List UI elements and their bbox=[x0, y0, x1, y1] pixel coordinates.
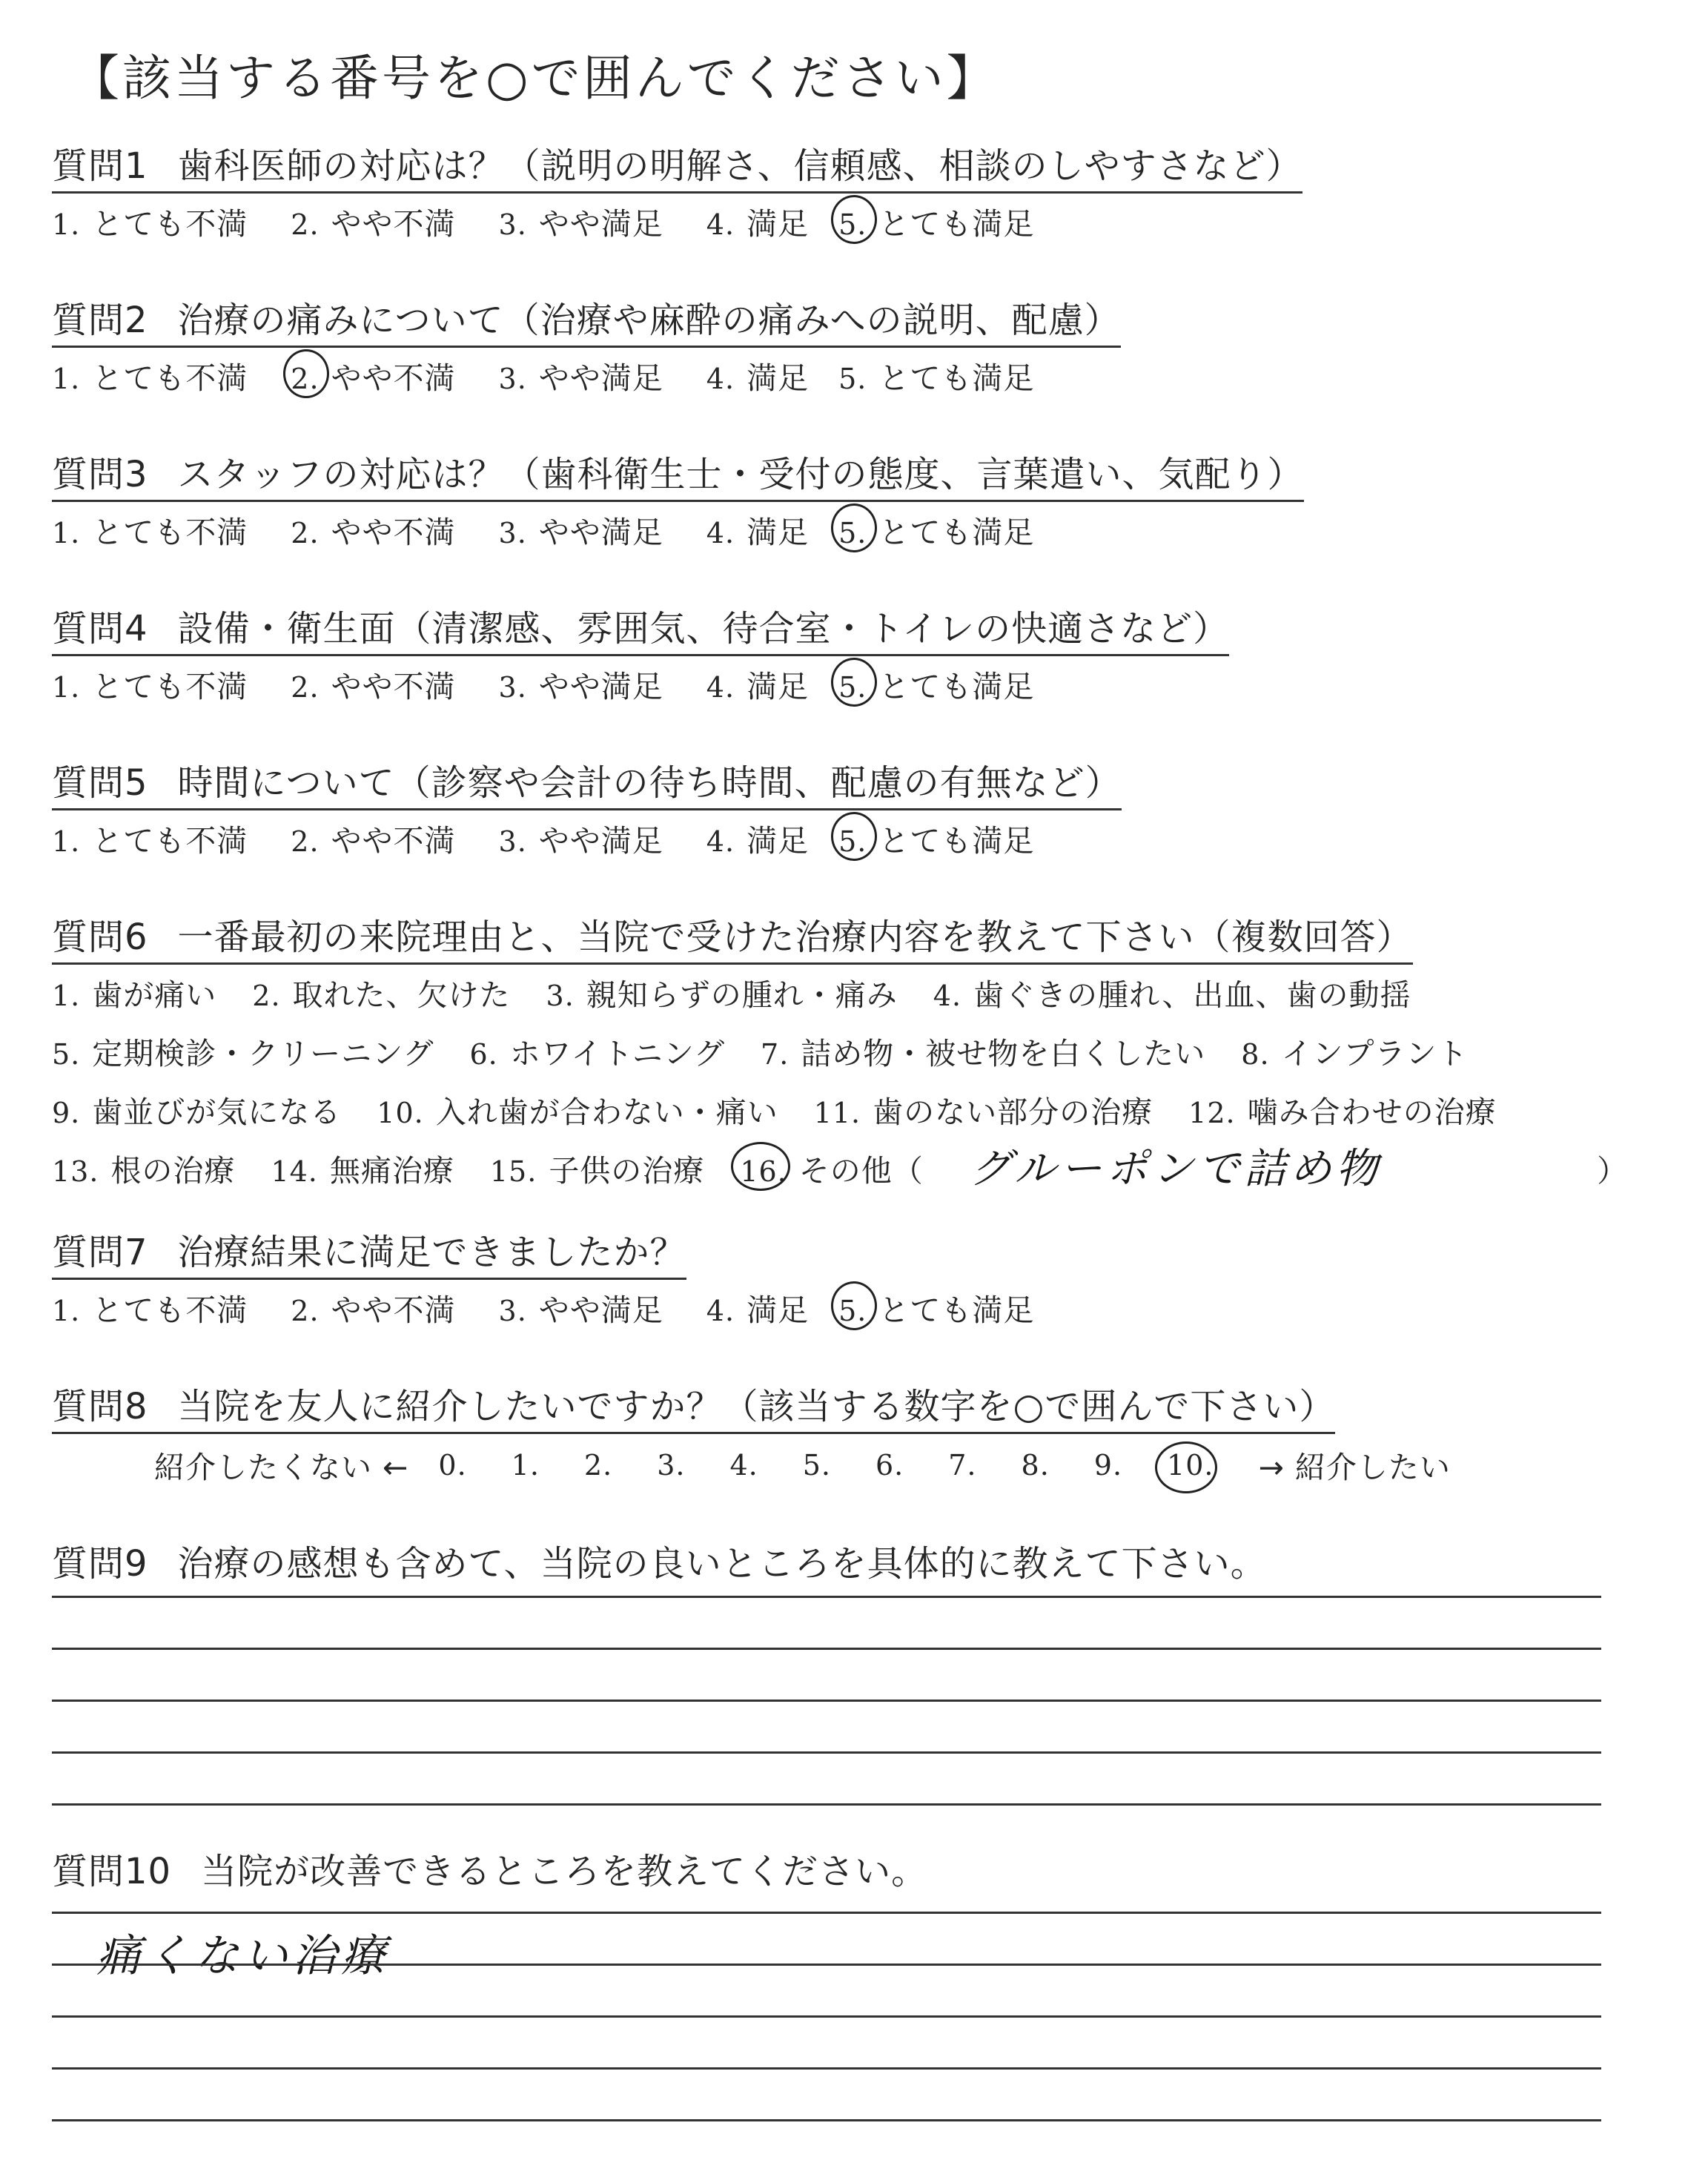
answer-line bbox=[52, 1912, 1601, 1914]
treatment-option-6 bbox=[469, 1029, 725, 1073]
option-number: 2. bbox=[291, 517, 320, 549]
scale-value-0: 0. bbox=[438, 1448, 467, 1482]
option-number: 4. bbox=[706, 825, 735, 858]
option-number: 5. bbox=[52, 1038, 81, 1071]
treatment-option-10 bbox=[377, 1088, 778, 1132]
treatment-option-13 bbox=[52, 1146, 235, 1195]
option-number: 15. bbox=[489, 1155, 537, 1188]
rating-option-1 bbox=[52, 354, 248, 397]
option-label: 定期検診・クリーニング bbox=[92, 1036, 434, 1071]
question-2 bbox=[52, 291, 1121, 397]
option-label: 入れ歯が合わない・痛い bbox=[435, 1094, 778, 1130]
option-label: やや満足 bbox=[538, 360, 663, 396]
question-10-text: 当院が改善できるところを教えてください。 bbox=[201, 1851, 928, 1892]
question-10-number: 質問10 bbox=[52, 1851, 172, 1892]
question-1-text: 歯科医師の対応は？（説明の明解さ、信頼感、相談のしやすさなど） bbox=[177, 145, 1302, 187]
option-label: 満足 bbox=[747, 1292, 810, 1328]
option-number: 3. bbox=[498, 825, 527, 858]
option-number: 5. bbox=[838, 825, 867, 858]
option-label: その他（ bbox=[798, 1153, 924, 1189]
option-number: 3. bbox=[498, 671, 527, 704]
question-7-title bbox=[52, 1223, 686, 1280]
treatment-option-9 bbox=[52, 1088, 341, 1132]
rating-option-4 bbox=[706, 354, 809, 397]
question-9-title bbox=[52, 1535, 1267, 1589]
answer-line bbox=[52, 1751, 1601, 1754]
rating-option-4 bbox=[706, 199, 809, 243]
option-label: とても不満 bbox=[92, 823, 248, 859]
question-2-number: 質問2 bbox=[52, 300, 148, 341]
rating-option-5 bbox=[838, 816, 1034, 860]
option-number: 16. bbox=[740, 1155, 787, 1188]
question-5-text: 時間について（診察や会計の待ち時間、配慮の有無など） bbox=[177, 762, 1122, 804]
question-8-title bbox=[52, 1378, 1335, 1434]
question-2-text: 治療の痛みについて（治療や麻酔の痛みへの説明、配慮） bbox=[177, 300, 1121, 341]
option-number: 1. bbox=[52, 208, 81, 241]
treatment-options-row bbox=[52, 1029, 1628, 1073]
option-label: 歯並びが気になる bbox=[92, 1094, 342, 1130]
treatment-option-16 bbox=[740, 1146, 923, 1195]
option-label: やや満足 bbox=[538, 669, 663, 704]
scale-value-6: 6. bbox=[875, 1448, 904, 1482]
option-number: 1. bbox=[52, 1295, 81, 1327]
option-number: 2. bbox=[291, 1295, 320, 1327]
option-label: とても満足 bbox=[878, 515, 1035, 550]
question-9-text: 治療の感想も含めて、当院の良いところを具体的に教えて下さい。 bbox=[177, 1543, 1267, 1585]
rating-option-5 bbox=[838, 1286, 1034, 1330]
treatment-option-12 bbox=[1188, 1088, 1496, 1132]
rating-option-5 bbox=[838, 662, 1034, 706]
option-number: 9. bbox=[52, 1097, 81, 1129]
option-number: 5. bbox=[838, 517, 867, 549]
question-9 bbox=[52, 1535, 1267, 1589]
option-number: 2. bbox=[291, 825, 320, 858]
question-3-text: スタッフの対応は？（歯科衛生士・受付の態度、言葉遣い、気配り） bbox=[177, 454, 1304, 495]
option-number: 2. bbox=[291, 671, 320, 704]
question-8-number: 質問8 bbox=[52, 1386, 148, 1427]
other-close-paren: ） bbox=[1597, 1153, 1629, 1189]
option-number: 4. bbox=[706, 208, 735, 241]
answer-line bbox=[52, 1964, 1601, 1966]
question-4-text: 設備・衛生面（清潔感、雰囲気、待合室・トイレの快適さなど） bbox=[177, 608, 1230, 650]
treatment-option-15 bbox=[490, 1146, 704, 1195]
option-label: ホワイトニング bbox=[509, 1036, 726, 1071]
question-6-number: 質問6 bbox=[52, 916, 148, 958]
option-label: とても不満 bbox=[92, 360, 248, 396]
option-number: 5. bbox=[838, 208, 867, 241]
scale-right-label: → 紹介したい bbox=[1258, 1450, 1451, 1485]
option-label: やや満足 bbox=[538, 823, 663, 859]
question-7 bbox=[52, 1223, 1034, 1330]
option-number: 5. bbox=[838, 363, 867, 395]
option-number: 8. bbox=[1241, 1038, 1270, 1071]
option-label: とても不満 bbox=[92, 669, 248, 704]
option-label: インプラント bbox=[1281, 1036, 1469, 1071]
recommend-scale bbox=[154, 1443, 1451, 1487]
option-number: 6. bbox=[469, 1038, 498, 1071]
rating-options bbox=[52, 1286, 1034, 1330]
option-number: 1. bbox=[52, 517, 81, 549]
option-number: 12. bbox=[1188, 1097, 1236, 1129]
option-number: 11. bbox=[813, 1097, 861, 1129]
rating-option-1 bbox=[52, 662, 248, 706]
question-9-number: 質問9 bbox=[52, 1543, 148, 1585]
rating-option-1 bbox=[52, 199, 248, 243]
scale-left-label: 紹介したくない ← bbox=[154, 1450, 409, 1485]
rating-option-2 bbox=[291, 508, 455, 552]
question-6-text: 一番最初の来院理由と、当院で受けた治療内容を教えて下さい（複数回答） bbox=[177, 916, 1413, 958]
scale-value-4: 4. bbox=[729, 1448, 758, 1482]
option-number: 2. bbox=[252, 980, 281, 1012]
scale-value-7: 7. bbox=[948, 1448, 977, 1482]
option-label: やや満足 bbox=[538, 206, 663, 242]
rating-options bbox=[52, 662, 1229, 706]
answer-line bbox=[52, 1596, 1601, 1598]
question-8-text: 当院を友人に紹介したいですか？（該当する数字を○で囲んで下さい） bbox=[177, 1386, 1336, 1427]
option-label: 取れた、欠けた bbox=[292, 977, 511, 1013]
rating-option-5 bbox=[838, 508, 1034, 552]
option-label: とても満足 bbox=[878, 669, 1035, 704]
option-number: 1. bbox=[52, 671, 81, 704]
scale-value-1: 1. bbox=[511, 1448, 540, 1482]
option-label: やや不満 bbox=[331, 1292, 456, 1328]
option-label: 満足 bbox=[747, 669, 810, 704]
option-number: 1. bbox=[52, 980, 81, 1012]
rating-option-3 bbox=[499, 354, 663, 397]
option-number: 13. bbox=[52, 1155, 99, 1188]
question-10 bbox=[52, 1843, 927, 1897]
question-7-number: 質問7 bbox=[52, 1232, 148, 1273]
treatment-option-4 bbox=[933, 971, 1411, 1014]
question-2-title bbox=[52, 291, 1121, 348]
option-label: 満足 bbox=[747, 206, 810, 242]
option-number: 14. bbox=[271, 1155, 318, 1188]
question-4-title bbox=[52, 600, 1229, 656]
treatment-options-row bbox=[52, 1146, 1628, 1195]
option-label: とても不満 bbox=[92, 1292, 248, 1328]
rating-option-3 bbox=[499, 816, 663, 860]
treatment-option-5 bbox=[52, 1029, 434, 1073]
option-label: 歯が痛い bbox=[92, 977, 217, 1013]
question-4-number: 質問4 bbox=[52, 608, 148, 650]
rating-option-3 bbox=[499, 1286, 663, 1330]
rating-options bbox=[52, 199, 1302, 243]
answer-line bbox=[52, 2015, 1601, 2018]
option-label: 無痛治療 bbox=[329, 1153, 454, 1189]
treatment-options-row bbox=[52, 1088, 1628, 1132]
rating-option-1 bbox=[52, 508, 248, 552]
treatment-option-8 bbox=[1241, 1029, 1468, 1073]
rating-option-3 bbox=[499, 199, 663, 243]
option-number: 4. bbox=[933, 980, 962, 1012]
scale-value-2: 2. bbox=[583, 1448, 613, 1482]
option-label: 親知らずの腫れ・痛み bbox=[586, 977, 898, 1013]
question-4 bbox=[52, 600, 1229, 706]
option-label: やや満足 bbox=[538, 515, 663, 550]
option-label: やや不満 bbox=[331, 360, 456, 396]
option-number: 7. bbox=[761, 1038, 790, 1071]
scale-value-10: 10. bbox=[1167, 1448, 1214, 1482]
rating-option-4 bbox=[706, 816, 809, 860]
rating-option-1 bbox=[52, 1286, 248, 1330]
rating-options bbox=[52, 354, 1121, 397]
option-label: 満足 bbox=[747, 823, 810, 859]
rating-option-3 bbox=[499, 662, 663, 706]
treatment-option-14 bbox=[271, 1146, 454, 1195]
option-number: 1. bbox=[52, 825, 81, 858]
rating-option-4 bbox=[706, 1286, 809, 1330]
rating-option-4 bbox=[706, 662, 809, 706]
question-10-title bbox=[52, 1843, 927, 1897]
option-number: 3. bbox=[498, 208, 527, 241]
answer-line bbox=[52, 2119, 1601, 2121]
option-number: 4. bbox=[706, 363, 735, 395]
option-number: 1. bbox=[52, 363, 81, 395]
scale-value-8: 8. bbox=[1021, 1448, 1050, 1482]
question-1-title bbox=[52, 137, 1302, 194]
option-label: やや満足 bbox=[538, 1292, 663, 1328]
scale-value-5: 5. bbox=[802, 1448, 831, 1482]
option-label: とても満足 bbox=[878, 823, 1035, 859]
treatment-option-7 bbox=[761, 1029, 1205, 1073]
treatment-options bbox=[52, 971, 1628, 1195]
option-label: 根の治療 bbox=[110, 1153, 236, 1189]
rating-option-3 bbox=[499, 508, 663, 552]
question-3-number: 質問3 bbox=[52, 454, 148, 495]
option-label: とても不満 bbox=[92, 515, 248, 550]
rating-option-2 bbox=[291, 354, 455, 397]
option-number: 2. bbox=[291, 208, 320, 241]
rating-option-2 bbox=[291, 662, 455, 706]
option-number: 3. bbox=[498, 1295, 527, 1327]
treatment-option-1 bbox=[52, 971, 216, 1014]
option-number: 5. bbox=[838, 671, 867, 704]
option-label: 噛み合わせの治療 bbox=[1247, 1094, 1497, 1130]
option-number: 5. bbox=[838, 1295, 867, 1327]
question-7-text: 治療結果に満足できましたか？ bbox=[177, 1232, 686, 1273]
question-6 bbox=[52, 908, 1628, 1195]
rating-option-5 bbox=[838, 199, 1034, 243]
rating-option-2 bbox=[291, 1286, 455, 1330]
treatment-option-2 bbox=[252, 971, 510, 1014]
option-label: 詰め物・被せ物を白くしたい bbox=[801, 1036, 1206, 1071]
option-label: 歯ぐきの腫れ、出血、歯の動揺 bbox=[973, 977, 1411, 1013]
option-label: 満足 bbox=[747, 360, 810, 396]
option-label: やや不満 bbox=[331, 669, 456, 704]
option-label: 満足 bbox=[747, 515, 810, 550]
handwritten-other-text: グルーポンで詰め物 bbox=[969, 1145, 1383, 1193]
option-label: とても満足 bbox=[878, 206, 1035, 242]
option-label: とても満足 bbox=[878, 1292, 1035, 1328]
option-number: 10. bbox=[377, 1097, 424, 1129]
question-5-title bbox=[52, 754, 1122, 810]
rating-option-5 bbox=[838, 354, 1034, 397]
handwritten-answer-10: 痛くない治療 bbox=[96, 1930, 390, 1982]
option-label: とても不満 bbox=[92, 206, 248, 242]
answer-line bbox=[52, 2067, 1601, 2070]
option-number: 4. bbox=[706, 671, 735, 704]
option-label: やや不満 bbox=[331, 206, 456, 242]
rating-option-2 bbox=[291, 199, 455, 243]
instruction-header: 【該当する番号を○で囲んでください】 bbox=[70, 50, 999, 107]
option-number: 3. bbox=[498, 517, 527, 549]
rating-options bbox=[52, 816, 1122, 860]
answer-line bbox=[52, 1700, 1601, 1702]
treatment-option-11 bbox=[814, 1088, 1153, 1132]
question-3-title bbox=[52, 446, 1304, 502]
rating-option-1 bbox=[52, 816, 248, 860]
option-label: やや不満 bbox=[331, 515, 456, 550]
scale-value-9: 9. bbox=[1093, 1448, 1123, 1482]
question-5-number: 質問5 bbox=[52, 762, 148, 804]
question-1 bbox=[52, 137, 1302, 243]
question-3 bbox=[52, 446, 1304, 552]
treatment-option-3 bbox=[546, 971, 898, 1014]
option-number: 4. bbox=[706, 1295, 735, 1327]
option-label: 子供の治療 bbox=[549, 1153, 705, 1189]
question-6-title bbox=[52, 908, 1413, 965]
answer-line bbox=[52, 1648, 1601, 1650]
rating-option-2 bbox=[291, 816, 455, 860]
question-1-number: 質問1 bbox=[52, 145, 148, 187]
option-label: 歯のない部分の治療 bbox=[873, 1094, 1153, 1130]
question-5 bbox=[52, 754, 1122, 860]
option-label: とても満足 bbox=[878, 360, 1035, 396]
rating-option-4 bbox=[706, 508, 809, 552]
option-number: 3. bbox=[498, 363, 527, 395]
option-number: 2. bbox=[291, 363, 320, 395]
treatment-options-row bbox=[52, 971, 1628, 1014]
option-label: やや不満 bbox=[331, 823, 456, 859]
scale-value-3: 3. bbox=[657, 1448, 686, 1482]
answer-line bbox=[52, 1803, 1601, 1806]
rating-options bbox=[52, 508, 1304, 552]
option-number: 3. bbox=[546, 980, 575, 1012]
question-8 bbox=[52, 1378, 1451, 1487]
option-number: 4. bbox=[706, 517, 735, 549]
